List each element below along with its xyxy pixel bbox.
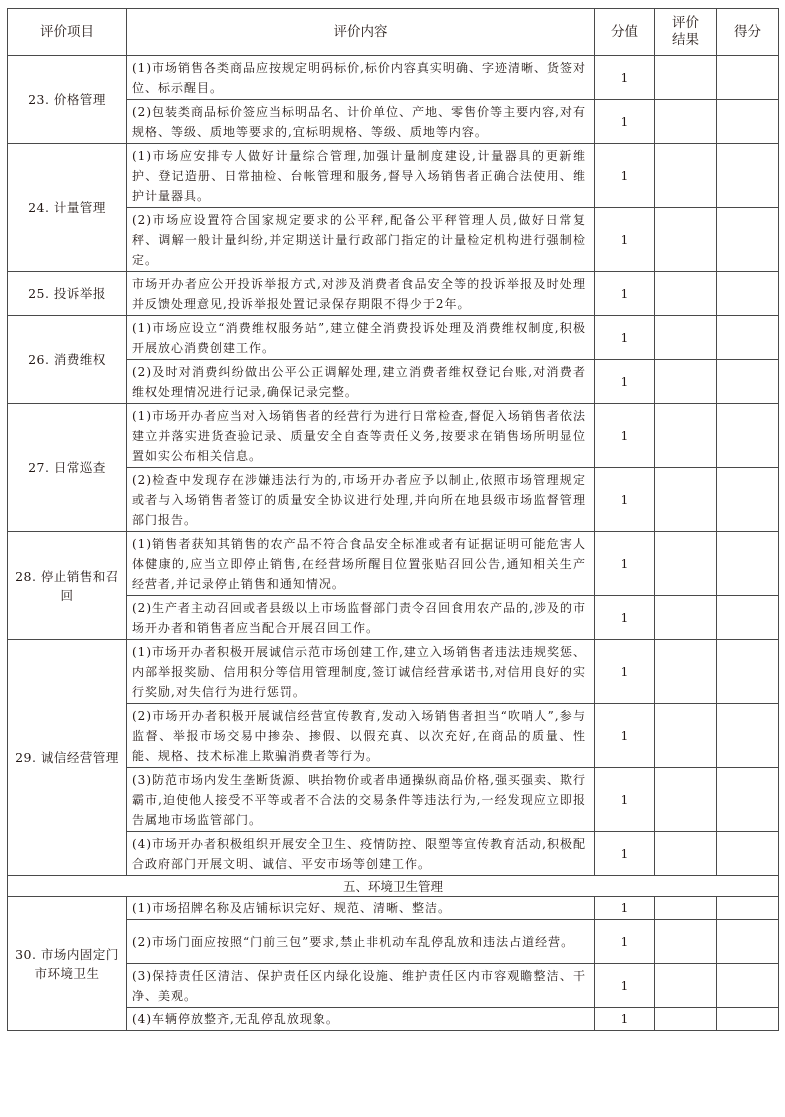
got-cell [717,640,779,704]
score-value: 1 [595,964,655,1008]
result-cell [655,768,717,832]
got-cell [717,704,779,768]
evaluation-content: (2)检查中发现存在涉嫌违法行为的,市场开办者应予以制止,依照市场管理规定或者与入场销售者签订的质量安全协议进行处理,并向所在地县级市场监督管理部门报告。 [127,468,595,532]
score-value: 1 [595,100,655,144]
got-cell [717,56,779,100]
evaluation-content: (1)市场应安排专人做好计量综合管理,加强计量制度建设,计量器具的更新维护、登记造册、日常抽检、台帐管理和服务,督导入场销售者正确合法使用、维护计量器具。 [127,144,595,208]
score-value: 1 [595,596,655,640]
got-cell [717,532,779,596]
score-value: 1 [595,404,655,468]
score-value: 1 [595,897,655,920]
evaluation-content: (2)包装类商品标价签应当标明品名、计价单位、产地、零售价等主要内容,对有规格、等级、质地等要求的,宜标明规格、等级、质地等内容。 [127,100,595,144]
result-cell [655,56,717,100]
result-cell [655,316,717,360]
got-cell [717,768,779,832]
evaluation-content: 市场开办者应公开投诉举报方式,对涉及消费者食品安全等的投诉举报及时处理并反馈处理意见,投诉举报处置记录保存期限不得少于2年。 [127,272,595,316]
evaluation-content: (3)保持责任区清洁、保护责任区内绿化设施、维护责任区内市容观瞻整洁、干净、美观。 [127,964,595,1008]
score-value: 1 [595,360,655,404]
got-cell [717,596,779,640]
header-item: 评价项目 [8,9,127,56]
got-cell [717,404,779,468]
table-row [8,532,779,596]
header-score: 分值 [595,9,655,56]
evaluation-item: 30. 市场内固定门市环境卫生 [8,897,127,1031]
evaluation-content: (2)市场应设置符合国家规定要求的公平秤,配备公平秤管理人员,做好日常复秤、调解一般计量纠纷,并定期送计量行政部门指定的计量检定机构进行强制检定。 [127,208,595,272]
evaluation-table [7,8,779,1031]
evaluation-content: (2)市场门面应按照“门前三包”要求,禁止非机动车乱停乱放和违法占道经营。 [127,920,595,964]
score-value: 1 [595,704,655,768]
result-cell [655,100,717,144]
got-cell [717,1008,779,1031]
score-value: 1 [595,468,655,532]
score-value: 1 [595,56,655,100]
got-cell [717,897,779,920]
got-cell [717,100,779,144]
evaluation-item: 27. 日常巡查 [8,404,127,532]
got-cell [717,316,779,360]
header-got: 得分 [717,9,779,56]
got-cell [717,144,779,208]
score-value: 1 [595,532,655,596]
evaluation-content: (1)市场招牌名称及店铺标识完好、规范、清晰、整洁。 [127,897,595,920]
table-row [8,404,779,468]
got-cell [717,468,779,532]
table-row [8,640,779,704]
evaluation-item: 29. 诚信经营管理 [8,640,127,876]
evaluation-content: (1)市场应设立“消费维权服务站”,建立健全消费投诉处理及消费维权制度,积极开展放心消费创建工作。 [127,316,595,360]
got-cell [717,360,779,404]
score-value: 1 [595,832,655,876]
result-cell [655,964,717,1008]
section-row [8,876,779,897]
score-value: 1 [595,272,655,316]
evaluation-content: (2)生产者主动召回或者县级以上市场监督部门责令召回食用农产品的,涉及的市场开办者和销售者应当配合开展召回工作。 [127,596,595,640]
result-cell [655,640,717,704]
evaluation-item: 25. 投诉举报 [8,272,127,316]
score-value: 1 [595,920,655,964]
evaluation-item: 23. 价格管理 [8,56,127,144]
header-content: 评价内容 [127,9,595,56]
evaluation-item: 28. 停止销售和召回 [8,532,127,640]
score-value: 1 [595,316,655,360]
section-title: 五、环境卫生管理 [8,876,779,897]
score-value: 1 [595,144,655,208]
table-row [8,56,779,100]
evaluation-content: (4)车辆停放整齐,无乱停乱放现象。 [127,1008,595,1031]
score-value: 1 [595,1008,655,1031]
evaluation-item: 24. 计量管理 [8,144,127,272]
got-cell [717,964,779,1008]
evaluation-content: (1)市场开办者应当对入场销售者的经营行为进行日常检查,督促入场销售者依法建立并落实进货查验记录、质量安全自查等责任义务,按要求在销售场所明显位置如实公布相关信息。 [127,404,595,468]
result-cell [655,832,717,876]
result-cell [655,532,717,596]
score-value: 1 [595,640,655,704]
result-cell [655,1008,717,1031]
result-cell [655,208,717,272]
result-cell [655,468,717,532]
evaluation-item: 26. 消费维权 [8,316,127,404]
result-cell [655,704,717,768]
got-cell [717,920,779,964]
score-value: 1 [595,208,655,272]
result-cell [655,360,717,404]
header-result: 评价 结果 [655,9,717,56]
table-header-row [8,9,779,56]
result-cell [655,920,717,964]
got-cell [717,272,779,316]
table-row [8,316,779,360]
table-row [8,272,779,316]
evaluation-content: (3)防范市场内发生垄断货源、哄抬物价或者串通操纵商品价格,强买强卖、欺行霸市,迫使他人接受不平等或者不合法的交易条件等违法行为,一经发现应立即报告属地市场监管部门。 [127,768,595,832]
result-cell [655,144,717,208]
evaluation-content: (1)市场开办者积极开展诚信示范市场创建工作,建立入场销售者违法违规奖惩、内部举报奖励、信用积分等信用管理制度,签订诚信经营承诺书,对信用良好的实行奖励,对失信行为进行惩罚。 [127,640,595,704]
evaluation-content: (1)销售者获知其销售的农产品不符合食品安全标准或者有证据证明可能危害人体健康的,应当立即停止销售,在经营场所醒目位置张贴召回公告,通知相关生产经营者,并记录停止销售和通知情况。 [127,532,595,596]
table-row [8,897,779,920]
result-cell [655,404,717,468]
got-cell [717,832,779,876]
evaluation-content: (4)市场开办者积极组织开展安全卫生、疫情防控、限塑等宣传教育活动,积极配合政府部门开展文明、诚信、平安市场等创建工作。 [127,832,595,876]
result-cell [655,897,717,920]
evaluation-content: (1)市场销售各类商品应按规定明码标价,标价内容真实明确、字迹清晰、货签对位、标示醒目。 [127,56,595,100]
result-cell [655,272,717,316]
evaluation-content: (2)市场开办者积极开展诚信经营宣传教育,发动入场销售者担当“吹哨人”,参与监督、举报市场交易中掺杂、掺假、以假充真、以次充好,在商品的质量、性能、规格、技术标准上欺骗消费者等行为。 [127,704,595,768]
score-value: 1 [595,768,655,832]
table-row [8,144,779,208]
evaluation-content: (2)及时对消费纠纷做出公平公正调解处理,建立消费者维权登记台账,对消费者维权处理情况进行记录,确保记录完整。 [127,360,595,404]
got-cell [717,208,779,272]
result-cell [655,596,717,640]
